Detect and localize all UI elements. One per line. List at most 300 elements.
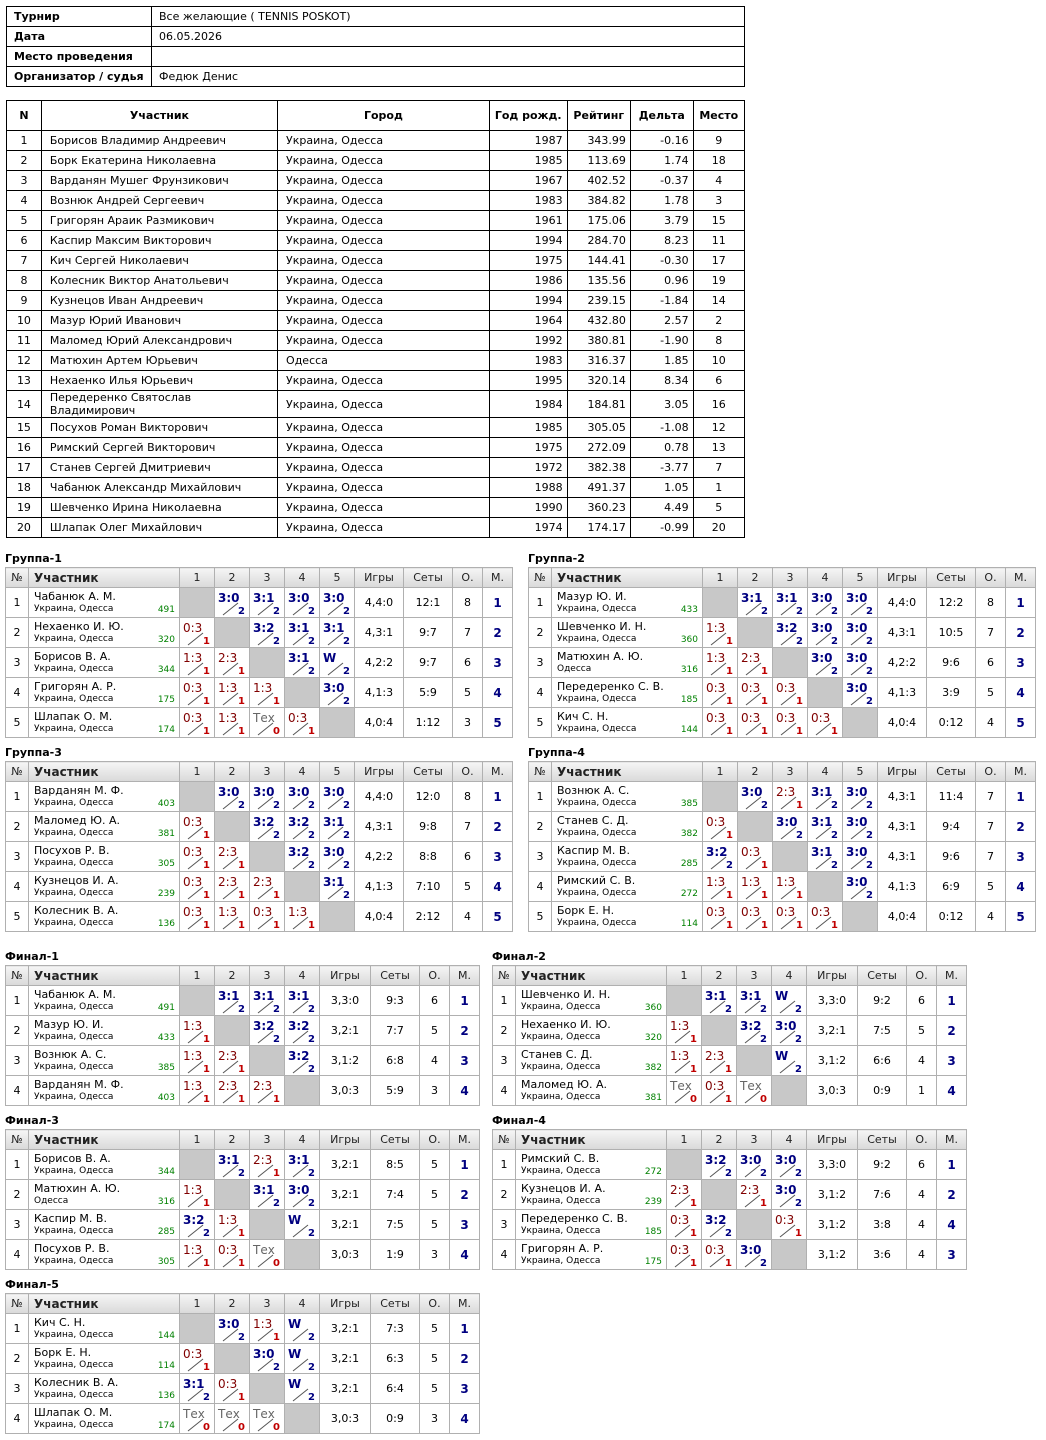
col-opponent: 4 <box>808 762 843 782</box>
match-points: 1 <box>273 920 280 931</box>
place-cell: 5 <box>483 902 513 932</box>
match-points: 1 <box>203 636 210 647</box>
group-block <box>528 745 1036 932</box>
participant-cell: 1 <box>693 478 744 498</box>
player-cell <box>552 812 703 842</box>
group-row <box>6 872 513 902</box>
group-block <box>492 1113 967 1270</box>
games-cell: 4,0:4 <box>355 902 404 932</box>
row-number: 4 <box>493 1076 516 1106</box>
player-rating: 144 <box>157 1331 175 1341</box>
match-points: 1 <box>238 1228 245 1239</box>
group-table <box>5 1129 480 1270</box>
match-points: 1 <box>725 1258 732 1269</box>
match-result <box>250 1404 285 1434</box>
match-result <box>808 708 843 738</box>
row-number: 3 <box>6 842 29 872</box>
games-cell: 4,1:3 <box>355 678 404 708</box>
col-n: № <box>6 966 29 986</box>
player-rating: 381 <box>644 1093 662 1103</box>
place-cell: 2 <box>483 812 513 842</box>
match-result <box>250 618 285 648</box>
place-cell: 2 <box>937 1016 967 1046</box>
match-result <box>702 1076 737 1106</box>
place-cell: 5 <box>1006 708 1036 738</box>
match-score: 2:3 <box>776 785 796 799</box>
match-points: 1 <box>203 830 210 841</box>
match-score: 0:3 <box>776 905 796 919</box>
match-points: 1 <box>238 920 245 931</box>
points-cell: 4 <box>907 1210 937 1240</box>
sets-cell: 9:3 <box>371 986 420 1016</box>
match-points: 2 <box>308 1034 315 1045</box>
col-opponent: 1 <box>180 1130 215 1150</box>
col-name: Участник <box>29 1130 180 1150</box>
col-opponent: 3 <box>737 1130 772 1150</box>
self-cell <box>180 1314 215 1344</box>
participant-cell: 8.34 <box>630 371 693 391</box>
row-number: 5 <box>6 902 29 932</box>
match-points: 2 <box>726 860 733 871</box>
participant-row <box>7 231 745 251</box>
match-score: 3:2 <box>288 1019 310 1033</box>
player-rating: 136 <box>157 1391 175 1401</box>
games-cell: 3,2:1 <box>320 1180 371 1210</box>
match-result <box>703 678 738 708</box>
match-points: 1 <box>796 920 803 931</box>
match-score: 3:2 <box>740 1019 762 1033</box>
points-cell: 7 <box>976 842 1006 872</box>
match-points: 1 <box>726 636 733 647</box>
player-rating: 144 <box>680 725 698 735</box>
self-cell <box>250 842 285 872</box>
match-points: 2 <box>760 1034 767 1045</box>
match-points: 1 <box>761 890 768 901</box>
match-points: 2 <box>725 1228 732 1239</box>
match-score: 0:3 <box>670 1243 690 1257</box>
match-points: 2 <box>866 636 873 647</box>
player-rating: 272 <box>644 1167 662 1177</box>
place-cell: 3 <box>450 1210 480 1240</box>
match-result <box>285 1314 320 1344</box>
participant-cell: 9 <box>7 291 42 311</box>
match-points: 2 <box>273 830 280 841</box>
player-rating: 382 <box>644 1063 662 1073</box>
col-opponent: 4 <box>808 568 843 588</box>
player-name: Римский С. В. <box>557 874 636 887</box>
place-cell: 1 <box>450 1314 480 1344</box>
player-city: Украина, Одесса <box>34 1032 114 1042</box>
col-opponent: 2 <box>215 966 250 986</box>
player-city: Одесса <box>557 664 592 674</box>
sets-cell: 9:6 <box>927 648 976 678</box>
match-points: 1 <box>203 696 210 707</box>
match-points: 2 <box>273 1198 280 1209</box>
group-table <box>528 567 1036 738</box>
group-row <box>493 1076 967 1106</box>
participant-cell: Украина, Одесса <box>278 151 490 171</box>
row-number: 4 <box>529 678 552 708</box>
row-number: 4 <box>6 872 29 902</box>
place-cell: 4 <box>937 1076 967 1106</box>
participant-cell: 320.14 <box>567 371 630 391</box>
participant-cell: 18 <box>7 478 42 498</box>
match-result <box>250 588 285 618</box>
match-points: 1 <box>273 1168 280 1179</box>
games-cell: 3,3:0 <box>807 986 858 1016</box>
participant-cell: 1990 <box>489 498 567 518</box>
participant-cell: 6 <box>693 371 744 391</box>
sets-cell: 9:2 <box>858 1150 907 1180</box>
points-cell: 4 <box>976 708 1006 738</box>
group-row <box>529 618 1036 648</box>
participant-row <box>7 211 745 231</box>
match-score: 0:3 <box>741 681 761 695</box>
group-header <box>493 1130 967 1150</box>
row-number: 1 <box>6 1150 29 1180</box>
match-points: 2 <box>796 830 803 841</box>
self-cell <box>180 1150 215 1180</box>
match-result <box>250 1180 285 1210</box>
match-result <box>703 648 738 678</box>
match-points: 2 <box>866 800 873 811</box>
match-score: 3:2 <box>253 815 275 829</box>
participant-cell: Нехаенко Илья Юрьевич <box>41 371 277 391</box>
self-cell <box>702 1016 737 1046</box>
match-score: Тех <box>253 1243 275 1257</box>
row-number: 5 <box>529 708 552 738</box>
match-score: Тех <box>670 1079 692 1093</box>
player-city: Украина, Одесса <box>34 1390 114 1400</box>
match-result <box>320 678 355 708</box>
sets-cell: 6:8 <box>371 1046 420 1076</box>
match-score: W <box>288 1317 302 1331</box>
group-block <box>5 551 513 738</box>
participant-row <box>7 498 745 518</box>
row-number: 4 <box>6 1240 29 1270</box>
sets-cell: 8:8 <box>404 842 453 872</box>
group-title: Финал-1 <box>5 950 59 963</box>
player-cell <box>29 842 180 872</box>
match-score: 3:0 <box>218 1317 240 1331</box>
match-score: 1:3 <box>183 1079 203 1093</box>
group-table <box>492 965 967 1106</box>
match-result <box>215 588 250 618</box>
row-number: 2 <box>6 1016 29 1046</box>
col-place: М. <box>483 568 513 588</box>
points-cell: 7 <box>453 618 483 648</box>
match-points: 2 <box>238 1332 245 1343</box>
match-points: 1 <box>203 1094 210 1105</box>
match-result <box>320 648 355 678</box>
match-score: 3:0 <box>288 1183 310 1197</box>
self-cell <box>843 708 878 738</box>
col-name: Участник <box>29 966 180 986</box>
participant-cell: 13 <box>693 438 744 458</box>
games-cell: 3,1:2 <box>807 1046 858 1076</box>
match-result <box>772 1180 807 1210</box>
col-opponent: 2 <box>215 762 250 782</box>
player-name: Кузнецов И. А. <box>34 874 119 887</box>
player-cell <box>516 1210 667 1240</box>
participant-cell: 3.05 <box>630 391 693 418</box>
group-header <box>6 966 480 986</box>
match-points: 2 <box>343 890 350 901</box>
participant-row <box>7 458 745 478</box>
participant-cell: Маломед Юрий Александрович <box>41 331 277 351</box>
place-cell: 2 <box>450 1344 480 1374</box>
self-cell <box>667 986 702 1016</box>
group-title: Финал-4 <box>492 1114 546 1127</box>
match-points: 2 <box>273 1362 280 1373</box>
match-score: 3:0 <box>811 591 833 605</box>
col-games: Игры <box>320 966 371 986</box>
player-cell <box>29 1150 180 1180</box>
match-score: 3:1 <box>288 621 310 635</box>
games-cell: 3,0:3 <box>320 1404 371 1434</box>
points-cell: 8 <box>453 588 483 618</box>
group-title: Финал-5 <box>5 1278 59 1291</box>
player-name: Каспир М. В. <box>557 844 630 857</box>
match-score: 1:3 <box>183 1019 203 1033</box>
match-score: 1:3 <box>218 711 238 725</box>
col-games: Игры <box>320 1294 371 1314</box>
games-cell: 4,2:2 <box>355 648 404 678</box>
group-row <box>6 812 513 842</box>
place-cell: 5 <box>483 708 513 738</box>
match-result <box>320 782 355 812</box>
participant-cell: Украина, Одесса <box>278 311 490 331</box>
participant-cell: 175.06 <box>567 211 630 231</box>
player-city: Украина, Одесса <box>34 1256 114 1266</box>
place-cell: 4 <box>483 678 513 708</box>
match-score: 3:0 <box>323 681 345 695</box>
match-score: 0:3 <box>706 815 726 829</box>
match-result <box>180 872 215 902</box>
match-score: 1:3 <box>670 1019 690 1033</box>
match-points: 2 <box>273 606 280 617</box>
match-points: 1 <box>308 920 315 931</box>
row-number: 3 <box>6 648 29 678</box>
self-cell <box>215 1180 250 1210</box>
sets-cell: 3:8 <box>858 1210 907 1240</box>
group-row <box>6 1344 480 1374</box>
place-cell: 1 <box>483 588 513 618</box>
points-cell: 3 <box>420 1404 450 1434</box>
row-number: 2 <box>493 1016 516 1046</box>
points-cell: 7 <box>976 782 1006 812</box>
match-result <box>215 1210 250 1240</box>
match-points: 2 <box>308 830 315 841</box>
row-number: 2 <box>6 812 29 842</box>
games-cell: 3,2:1 <box>320 1150 371 1180</box>
match-result <box>843 842 878 872</box>
player-cell <box>29 986 180 1016</box>
group-title: Группа-2 <box>528 552 585 565</box>
col-place: М. <box>937 1130 967 1150</box>
participant-row <box>7 171 745 191</box>
group-row <box>493 1180 967 1210</box>
player-cell <box>552 902 703 932</box>
row-number: 3 <box>493 1046 516 1076</box>
player-rating: 272 <box>680 889 698 899</box>
player-city: Украина, Одесса <box>34 724 114 734</box>
match-result <box>808 842 843 872</box>
participant-row <box>7 438 745 458</box>
place-cell: 1 <box>937 1150 967 1180</box>
col-name: Участник <box>552 568 703 588</box>
match-result <box>667 1076 702 1106</box>
player-city: Украина, Одесса <box>557 828 637 838</box>
col-sets: Сеты <box>927 762 976 782</box>
player-cell <box>29 1016 180 1046</box>
match-score: W <box>288 1377 302 1391</box>
match-points: 0 <box>273 1258 280 1269</box>
match-points: 2 <box>831 830 838 841</box>
match-points: 1 <box>308 726 315 737</box>
col-n: № <box>6 1130 29 1150</box>
match-result <box>843 872 878 902</box>
match-score: 0:3 <box>218 1243 238 1257</box>
group-table <box>5 965 480 1106</box>
col-sets: Сеты <box>371 966 420 986</box>
match-points: 2 <box>203 1392 210 1403</box>
participants-header <box>7 101 745 131</box>
match-points: 1 <box>796 800 803 811</box>
match-score: 0:3 <box>776 711 796 725</box>
match-points: 2 <box>725 1168 732 1179</box>
participant-cell: 1994 <box>489 231 567 251</box>
games-cell: 3,3:0 <box>807 1150 858 1180</box>
match-score: 1:3 <box>253 1317 273 1331</box>
match-points: 1 <box>726 890 733 901</box>
group-row <box>6 902 513 932</box>
row-number: 1 <box>529 782 552 812</box>
match-result <box>808 782 843 812</box>
col-name: Участник <box>516 1130 667 1150</box>
group-row <box>6 1150 480 1180</box>
match-result <box>808 648 843 678</box>
games-cell: 4,3:1 <box>355 812 404 842</box>
match-result <box>773 812 808 842</box>
player-cell <box>516 1016 667 1046</box>
row-number: 3 <box>6 1374 29 1404</box>
match-points: 2 <box>795 1198 802 1209</box>
player-rating: 385 <box>680 799 698 809</box>
group-header <box>529 568 1036 588</box>
place-cell: 2 <box>450 1180 480 1210</box>
player-city: Украина, Одесса <box>557 634 637 644</box>
points-cell: 4 <box>907 1180 937 1210</box>
match-result <box>667 1180 702 1210</box>
games-cell: 3,1:2 <box>807 1210 858 1240</box>
col-name: Участник <box>29 568 180 588</box>
player-name: Маломед Ю. А. <box>34 814 121 827</box>
participant-cell: 2.57 <box>630 311 693 331</box>
group-row <box>529 812 1036 842</box>
player-rating: 385 <box>157 1063 175 1073</box>
match-result <box>320 588 355 618</box>
col-opponent: 1 <box>180 568 215 588</box>
row-number: 2 <box>529 812 552 842</box>
player-name: Передеренко С. В. <box>557 680 664 693</box>
games-cell: 4,2:2 <box>355 842 404 872</box>
row-number: 1 <box>6 588 29 618</box>
match-points: 2 <box>343 636 350 647</box>
participant-cell: Мазур Юрий Иванович <box>41 311 277 331</box>
participant-cell: 19 <box>693 271 744 291</box>
match-score: 0:3 <box>670 1213 690 1227</box>
row-number: 3 <box>493 1210 516 1240</box>
self-cell <box>320 902 355 932</box>
player-name: Варданян М. Ф. <box>34 784 124 797</box>
info-value <box>152 47 745 67</box>
group-row <box>6 842 513 872</box>
col-points: О. <box>420 966 450 986</box>
participant-cell: Украина, Одесса <box>278 498 490 518</box>
participant-cell: 1967 <box>489 171 567 191</box>
self-cell <box>215 812 250 842</box>
match-score: W <box>775 989 789 1003</box>
match-result <box>320 812 355 842</box>
group-header <box>6 1130 480 1150</box>
participant-cell: 316.37 <box>567 351 630 371</box>
participant-cell: 0.78 <box>630 438 693 458</box>
col-n: № <box>6 568 29 588</box>
match-score: 3:0 <box>776 815 798 829</box>
place-cell: 5 <box>1006 902 1036 932</box>
games-cell: 4,4:0 <box>355 588 404 618</box>
match-score: 3:0 <box>218 785 240 799</box>
player-city: Украина, Одесса <box>521 1226 601 1236</box>
participant-cell: -0.30 <box>630 251 693 271</box>
col-sets: Сеты <box>404 762 453 782</box>
sets-cell: 3:9 <box>927 678 976 708</box>
match-score: 3:0 <box>323 785 345 799</box>
match-result <box>285 708 320 738</box>
games-cell: 4,1:3 <box>878 872 927 902</box>
match-points: 1 <box>690 1228 697 1239</box>
games-cell: 3,0:3 <box>807 1076 858 1106</box>
match-points: 2 <box>831 606 838 617</box>
group-row <box>529 782 1036 812</box>
points-cell: 7 <box>976 812 1006 842</box>
participants-col-header: Дельта <box>630 101 693 131</box>
col-opponent: 3 <box>250 1294 285 1314</box>
row-number: 5 <box>529 902 552 932</box>
row-number: 4 <box>529 872 552 902</box>
self-cell <box>320 708 355 738</box>
player-city: Украина, Одесса <box>557 604 637 614</box>
match-score: 0:3 <box>811 905 831 919</box>
points-cell: 4 <box>420 1046 450 1076</box>
player-cell <box>516 986 667 1016</box>
col-opponent: 1 <box>703 762 738 782</box>
match-score: 3:1 <box>288 651 310 665</box>
participant-cell: 7 <box>693 458 744 478</box>
match-points: 1 <box>796 726 803 737</box>
player-city: Украина, Одесса <box>557 918 637 928</box>
player-name: Римский С. В. <box>521 1152 600 1165</box>
match-result <box>180 678 215 708</box>
match-score: 1:3 <box>218 681 238 695</box>
group-row <box>6 1046 480 1076</box>
match-points: 2 <box>866 830 873 841</box>
match-score: 3:1 <box>811 815 833 829</box>
match-points: 2 <box>308 1168 315 1179</box>
place-cell: 3 <box>483 648 513 678</box>
player-rating: 316 <box>680 665 698 675</box>
